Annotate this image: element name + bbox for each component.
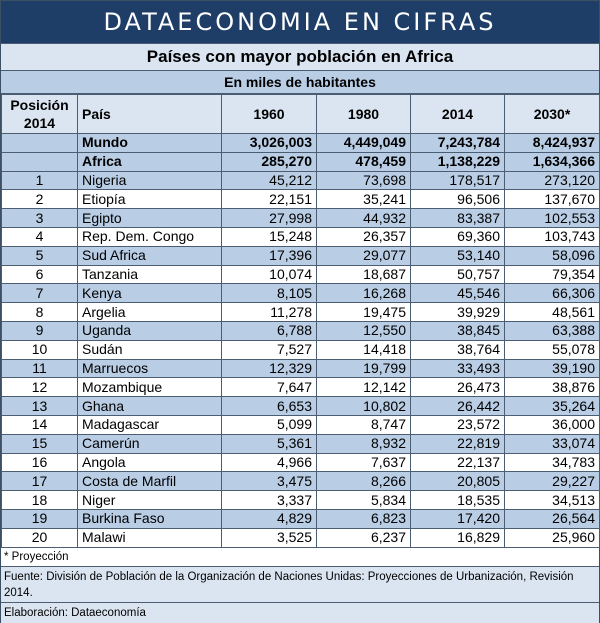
cell-position: 18 bbox=[2, 491, 78, 510]
table-row bbox=[2, 171, 600, 190]
cell-position: 5 bbox=[2, 246, 78, 265]
cell-1960: 3,337 bbox=[222, 491, 317, 510]
cell-2014: 18,535 bbox=[411, 491, 505, 510]
cell-1960: 17,396 bbox=[222, 246, 317, 265]
table-row bbox=[2, 378, 600, 397]
table-row bbox=[2, 265, 600, 284]
cell-1980: 29,077 bbox=[317, 246, 411, 265]
column-header-position: Posición 2014 bbox=[2, 95, 78, 134]
cell-1960: 7,647 bbox=[222, 378, 317, 397]
cell-1980: 6,823 bbox=[317, 509, 411, 528]
table-row bbox=[2, 303, 600, 322]
aggregate-row bbox=[2, 134, 600, 153]
cell-country: Rep. Dem. Congo bbox=[78, 227, 222, 246]
cell-country: Mundo bbox=[78, 134, 222, 153]
column-header-country: País bbox=[78, 95, 222, 134]
cell-position: 20 bbox=[2, 528, 78, 547]
cell-1980: 14,418 bbox=[317, 340, 411, 359]
table-row bbox=[2, 528, 600, 547]
table-row bbox=[2, 397, 600, 416]
cell-1980: 19,799 bbox=[317, 359, 411, 378]
cell-2030: 39,190 bbox=[505, 359, 600, 378]
cell-position: 13 bbox=[2, 397, 78, 416]
table-row bbox=[2, 190, 600, 209]
cell-country: Costa de Marfil bbox=[78, 472, 222, 491]
cell-2014: 50,757 bbox=[411, 265, 505, 284]
cell-country: Tanzania bbox=[78, 265, 222, 284]
cell-country: Marruecos bbox=[78, 359, 222, 378]
cell-2014: 39,929 bbox=[411, 303, 505, 322]
source-note: Fuente: División de Población de la Organización de Naciones Unidas: Proyecciones de Urbanización, Revisión 2014. bbox=[1, 567, 599, 603]
cell-country: Kenya bbox=[78, 284, 222, 303]
table-row bbox=[2, 227, 600, 246]
table-body bbox=[2, 134, 600, 548]
cell-2014: 26,473 bbox=[411, 378, 505, 397]
cell-1980: 16,268 bbox=[317, 284, 411, 303]
cell-country: Angola bbox=[78, 453, 222, 472]
cell-position: 15 bbox=[2, 434, 78, 453]
cell-2030: 34,783 bbox=[505, 453, 600, 472]
cell-position: 12 bbox=[2, 378, 78, 397]
cell-2014: 23,572 bbox=[411, 415, 505, 434]
cell-2014: 38,764 bbox=[411, 340, 505, 359]
cell-country: Africa bbox=[78, 152, 222, 171]
cell-position: 10 bbox=[2, 340, 78, 359]
cell-1960: 285,270 bbox=[222, 152, 317, 171]
cell-position: 14 bbox=[2, 415, 78, 434]
table-row bbox=[2, 340, 600, 359]
cell-2030: 137,670 bbox=[505, 190, 600, 209]
cell-1960: 3,525 bbox=[222, 528, 317, 547]
cell-2014: 7,243,784 bbox=[411, 134, 505, 153]
cell-2030: 33,074 bbox=[505, 434, 600, 453]
footnote: * Proyección bbox=[1, 548, 599, 567]
cell-position: 19 bbox=[2, 509, 78, 528]
cell-2014: 1,138,229 bbox=[411, 152, 505, 171]
table-row bbox=[2, 284, 600, 303]
cell-1960: 5,361 bbox=[222, 434, 317, 453]
cell-1960: 22,151 bbox=[222, 190, 317, 209]
cell-position: 4 bbox=[2, 227, 78, 246]
cell-country: Malawi bbox=[78, 528, 222, 547]
cell-2014: 178,517 bbox=[411, 171, 505, 190]
cell-1980: 19,475 bbox=[317, 303, 411, 322]
cell-2014: 22,819 bbox=[411, 434, 505, 453]
cell-country: Burkina Faso bbox=[78, 509, 222, 528]
table-row bbox=[2, 209, 600, 228]
column-header-1960: 1960 bbox=[222, 95, 317, 134]
cell-1960: 45,212 bbox=[222, 171, 317, 190]
cell-2014: 20,805 bbox=[411, 472, 505, 491]
cell-2030: 48,561 bbox=[505, 303, 600, 322]
cell-country: Nigeria bbox=[78, 171, 222, 190]
cell-2014: 96,506 bbox=[411, 190, 505, 209]
cell-position bbox=[2, 134, 78, 153]
cell-1980: 12,142 bbox=[317, 378, 411, 397]
cell-1980: 44,932 bbox=[317, 209, 411, 228]
cell-1960: 15,248 bbox=[222, 227, 317, 246]
cell-country: Ghana bbox=[78, 397, 222, 416]
cell-1960: 6,788 bbox=[222, 321, 317, 340]
cell-2014: 45,546 bbox=[411, 284, 505, 303]
aggregate-row bbox=[2, 152, 600, 171]
cell-2014: 22,137 bbox=[411, 453, 505, 472]
cell-position: 16 bbox=[2, 453, 78, 472]
cell-2030: 8,424,937 bbox=[505, 134, 600, 153]
cell-country: Niger bbox=[78, 491, 222, 510]
cell-1980: 5,834 bbox=[317, 491, 411, 510]
cell-2030: 25,960 bbox=[505, 528, 600, 547]
cell-position: 7 bbox=[2, 284, 78, 303]
cell-1960: 11,278 bbox=[222, 303, 317, 322]
cell-position: 2 bbox=[2, 190, 78, 209]
cell-country: Argelia bbox=[78, 303, 222, 322]
cell-1960: 27,998 bbox=[222, 209, 317, 228]
cell-1960: 3,475 bbox=[222, 472, 317, 491]
cell-position: 1 bbox=[2, 171, 78, 190]
cell-1980: 7,637 bbox=[317, 453, 411, 472]
cell-country: Madagascar bbox=[78, 415, 222, 434]
cell-2014: 26,442 bbox=[411, 397, 505, 416]
cell-2030: 35,264 bbox=[505, 397, 600, 416]
table-row bbox=[2, 415, 600, 434]
cell-1960: 3,026,003 bbox=[222, 134, 317, 153]
cell-1960: 8,105 bbox=[222, 284, 317, 303]
cell-2030: 36,000 bbox=[505, 415, 600, 434]
cell-2030: 63,388 bbox=[505, 321, 600, 340]
cell-country: Etiopía bbox=[78, 190, 222, 209]
cell-position: 11 bbox=[2, 359, 78, 378]
cell-2014: 69,360 bbox=[411, 227, 505, 246]
cell-country: Mozambique bbox=[78, 378, 222, 397]
cell-2014: 17,420 bbox=[411, 509, 505, 528]
cell-position bbox=[2, 152, 78, 171]
cell-1960: 7,527 bbox=[222, 340, 317, 359]
table-row bbox=[2, 509, 600, 528]
table-row bbox=[2, 246, 600, 265]
header-row bbox=[2, 95, 600, 134]
cell-1980: 26,357 bbox=[317, 227, 411, 246]
cell-country: Camerún bbox=[78, 434, 222, 453]
cell-position: 3 bbox=[2, 209, 78, 228]
cell-1980: 6,237 bbox=[317, 528, 411, 547]
cell-position: 6 bbox=[2, 265, 78, 284]
cell-position: 9 bbox=[2, 321, 78, 340]
cell-2030: 273,120 bbox=[505, 171, 600, 190]
cell-2030: 38,876 bbox=[505, 378, 600, 397]
table-row bbox=[2, 453, 600, 472]
table-subtitle: En miles de habitantes bbox=[1, 70, 599, 94]
cell-1960: 4,829 bbox=[222, 509, 317, 528]
cell-1980: 10,802 bbox=[317, 397, 411, 416]
table-row bbox=[2, 359, 600, 378]
cell-2014: 33,493 bbox=[411, 359, 505, 378]
cell-1960: 4,966 bbox=[222, 453, 317, 472]
column-header-2014: 2014 bbox=[411, 95, 505, 134]
cell-2014: 16,829 bbox=[411, 528, 505, 547]
cell-2030: 58,096 bbox=[505, 246, 600, 265]
cell-1960: 12,329 bbox=[222, 359, 317, 378]
cell-2030: 66,306 bbox=[505, 284, 600, 303]
cell-2030: 1,634,366 bbox=[505, 152, 600, 171]
cell-country: Uganda bbox=[78, 321, 222, 340]
column-header-1980: 1980 bbox=[317, 95, 411, 134]
cell-2030: 79,354 bbox=[505, 265, 600, 284]
table-row bbox=[2, 434, 600, 453]
cell-2014: 53,140 bbox=[411, 246, 505, 265]
cell-2030: 102,553 bbox=[505, 209, 600, 228]
cell-2014: 83,387 bbox=[411, 209, 505, 228]
cell-2030: 26,564 bbox=[505, 509, 600, 528]
cell-2030: 103,743 bbox=[505, 227, 600, 246]
credit-note: Elaboración: Dataeconomía bbox=[1, 603, 599, 623]
table-row bbox=[2, 472, 600, 491]
cell-2030: 29,227 bbox=[505, 472, 600, 491]
population-table bbox=[1, 94, 600, 548]
cell-1980: 73,698 bbox=[317, 171, 411, 190]
cell-position: 17 bbox=[2, 472, 78, 491]
cell-2030: 34,513 bbox=[505, 491, 600, 510]
cell-2014: 38,845 bbox=[411, 321, 505, 340]
banner-title: DATAECONOMIA EN CIFRAS bbox=[1, 1, 599, 43]
cell-1980: 4,449,049 bbox=[317, 134, 411, 153]
cell-country: Egipto bbox=[78, 209, 222, 228]
cell-1980: 18,687 bbox=[317, 265, 411, 284]
cell-1960: 10,074 bbox=[222, 265, 317, 284]
cell-1980: 478,459 bbox=[317, 152, 411, 171]
cell-1960: 5,099 bbox=[222, 415, 317, 434]
cell-1980: 12,550 bbox=[317, 321, 411, 340]
cell-position: 8 bbox=[2, 303, 78, 322]
column-header-2030: 2030* bbox=[505, 95, 600, 134]
cell-1980: 8,932 bbox=[317, 434, 411, 453]
cell-1960: 6,653 bbox=[222, 397, 317, 416]
cell-country: Sudán bbox=[78, 340, 222, 359]
cell-1980: 35,241 bbox=[317, 190, 411, 209]
cell-country: Sud Africa bbox=[78, 246, 222, 265]
cell-1980: 8,747 bbox=[317, 415, 411, 434]
table-row bbox=[2, 321, 600, 340]
cell-2030: 55,078 bbox=[505, 340, 600, 359]
table-title: Países con mayor población en Africa bbox=[1, 43, 599, 70]
table-row bbox=[2, 491, 600, 510]
cell-1980: 8,266 bbox=[317, 472, 411, 491]
